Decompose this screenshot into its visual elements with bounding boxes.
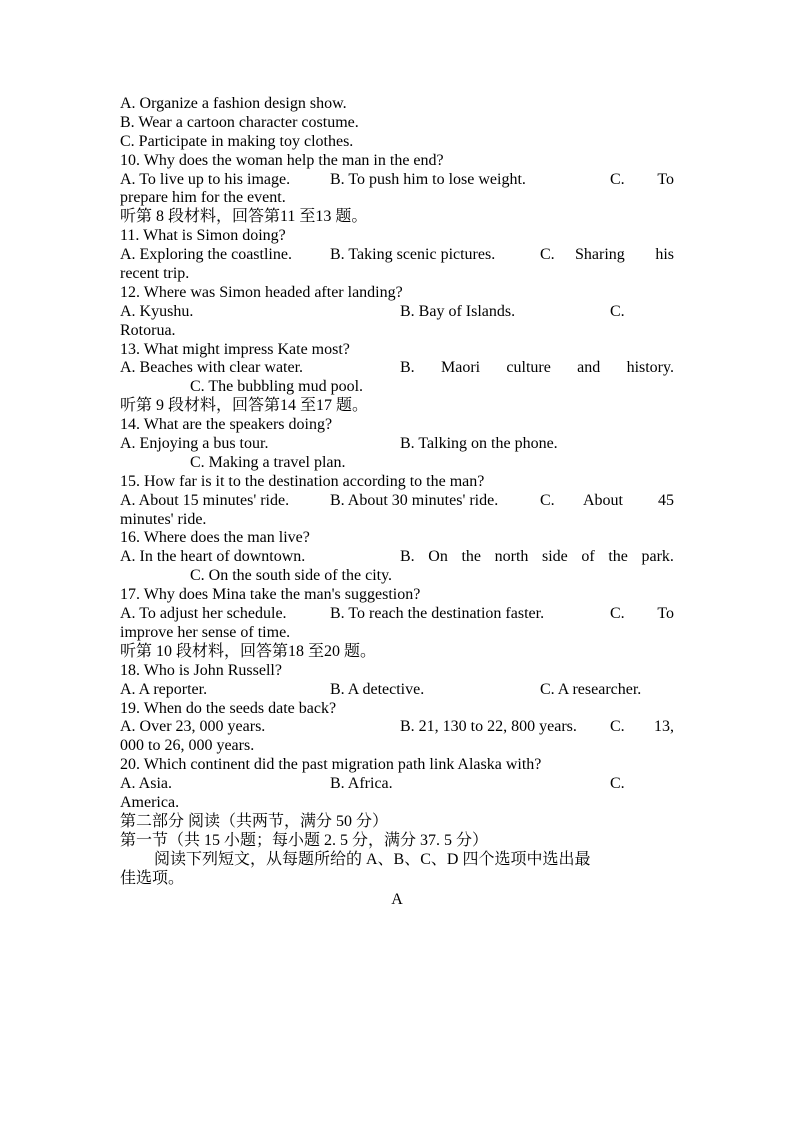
reading-instructions-cont: 佳选项。 [120, 869, 185, 887]
q15-option-c-rest: minutes' ride. [120, 510, 207, 528]
q19-option-b: B. 21, 130 to 22, 800 years. [400, 718, 577, 736]
q20-question: 20. Which continent did the past migration path link Alaska with? [120, 756, 542, 774]
q11-option-c-word1: Sharing [575, 246, 625, 264]
q12-option-a: A. Kyushu. [120, 302, 194, 320]
q16-option-b-word: side [542, 548, 568, 566]
q12-option-c-rest: Rotorua. [120, 321, 176, 339]
q16-options-row [120, 548, 674, 567]
q10-question: 10. Why does the woman help the man in the end? [120, 151, 444, 169]
section-8-heading: 听第 8 段材料，回答第11 至13 题。 [120, 208, 368, 226]
q11-option-b: B. Taking scenic pictures. [330, 246, 496, 264]
q12-question: 12. Where was Simon headed after landing? [120, 283, 403, 301]
q18-option-b: B. A detective. [330, 680, 425, 698]
q15-option-b: B. About 30 minutes' ride. [330, 491, 499, 509]
q16-option-b-word: B. [400, 548, 415, 566]
q16-option-c: C. On the south side of the city. [190, 567, 393, 585]
q14-option-a: A. Enjoying a bus tour. [120, 435, 269, 453]
q14-option-b: B. Talking on the phone. [400, 435, 558, 453]
q9-option-a: A. Organize a fashion design show. [120, 95, 347, 112]
q13-option-b-word: and [577, 359, 601, 377]
q19-option-c-label: C. [610, 718, 625, 736]
q10-option-a: A. To live up to his image. [120, 170, 291, 188]
q19-option-c-rest: 000 to 26, 000 years. [120, 737, 255, 755]
q12-option-c-label: C. [610, 302, 625, 320]
q16-option-b-word: the [461, 548, 481, 566]
q18-option-a: A. A reporter. [120, 680, 208, 698]
q19-options-row [120, 718, 674, 737]
q13-option-a: A. Beaches with clear water. [120, 359, 304, 377]
q17-options-row [120, 605, 674, 624]
q17-option-b: B. To reach the destination faster. [330, 605, 545, 623]
part-2-heading: 第二部分 阅读（共两节，满分 50 分） [120, 812, 389, 830]
q18-question: 18. Who is John Russell? [120, 661, 282, 679]
q11-options-row [120, 246, 674, 265]
q11-option-c-label: C. [540, 246, 555, 264]
q14-option-c: C. Making a travel plan. [190, 453, 346, 471]
q14-options-row [120, 435, 674, 454]
q20-option-c-rest: America. [120, 793, 180, 811]
q10-options-row [120, 171, 674, 190]
q9-option-b: B. Wear a cartoon character costume. [120, 113, 359, 131]
q17-option-a: A. To adjust her schedule. [120, 605, 287, 623]
q17-option-c-label: C. [610, 605, 625, 623]
q13-option-b-word: history. [626, 359, 674, 377]
section-10-heading: 听第 10 段材料，回答第18 至20 题。 [120, 642, 377, 660]
q11-option-c-word2: his [655, 246, 674, 264]
q9-option-c: C. Participate in making toy clothes. [120, 132, 354, 150]
q19-option-a: A. Over 23, 000 years. [120, 718, 266, 736]
reading-instructions: 阅读下列短文，从每题所给的 A、B、C、D 四个选项中选出最 [154, 850, 591, 868]
q11-option-a: A. Exploring the coastline. [120, 246, 292, 264]
q19-question: 19. When do the seeds date back? [120, 699, 337, 717]
q13-option-b-word: culture [506, 359, 551, 377]
q20-option-a: A. Asia. [120, 775, 172, 793]
q14-question: 14. What are the speakers doing? [120, 416, 333, 434]
exam-page [120, 95, 674, 910]
q20-option-c-label: C. [610, 775, 625, 793]
q13-option-b-word: Maori [440, 359, 481, 377]
q13-option-b [400, 359, 674, 378]
q17-question: 17. Why does Mina take the man's suggestion? [120, 586, 421, 604]
q16-option-b-word: of [581, 548, 595, 566]
q20-options-row [120, 775, 674, 794]
q10-option-c-rest: prepare him for the event. [120, 189, 286, 207]
q17-option-c-rest: improve her sense of time. [120, 623, 291, 641]
q16-option-b-word: On [428, 548, 448, 566]
q18-option-c: C. A researcher. [540, 680, 642, 698]
q15-option-c-label: C. [540, 491, 555, 509]
q13-option-c: C. The bubbling mud pool. [190, 378, 364, 396]
q13-question: 13. What might impress Kate most? [120, 340, 350, 358]
q20-option-b: B. Africa. [330, 775, 393, 793]
q12-option-b: B. Bay of Islands. [400, 302, 516, 320]
section-9-heading: 听第 9 段材料，回答第14 至17 题。 [120, 397, 369, 415]
q16-option-a: A. In the heart of downtown. [120, 548, 306, 566]
q11-question: 11. What is Simon doing? [120, 227, 286, 245]
q17-option-c-first: To [657, 605, 674, 623]
q13-options-row [120, 359, 674, 378]
q10-option-c-first: To [657, 170, 674, 188]
q15-option-c-word2: 45 [658, 491, 674, 509]
q15-option-c-word1: About [583, 491, 623, 509]
q15-option-a: A. About 15 minutes' ride. [120, 491, 290, 509]
q19-option-c-first: 13, [654, 718, 674, 736]
q15-options-row [120, 492, 674, 511]
q10-option-b: B. To push him to lose weight. [330, 170, 526, 188]
q11-option-c-rest: recent trip. [120, 265, 190, 283]
q13-option-b-word: B. [400, 359, 415, 377]
q16-option-b [400, 548, 674, 567]
q18-options-row [120, 681, 674, 700]
q15-question: 15. How far is it to the destination according to the man? [120, 472, 485, 490]
passage-label: A [391, 891, 403, 909]
q16-option-b-word: park. [641, 548, 674, 566]
q12-options-row [120, 303, 674, 322]
q16-question: 16. Where does the man live? [120, 529, 310, 547]
q16-option-b-word: north [494, 548, 529, 566]
q10-option-c-label: C. [610, 170, 625, 188]
part-2-section-1-heading: 第一节（共 15 小题；每小题 2. 5 分，满分 37. 5 分） [120, 831, 489, 849]
q16-option-b-word: the [608, 548, 628, 566]
